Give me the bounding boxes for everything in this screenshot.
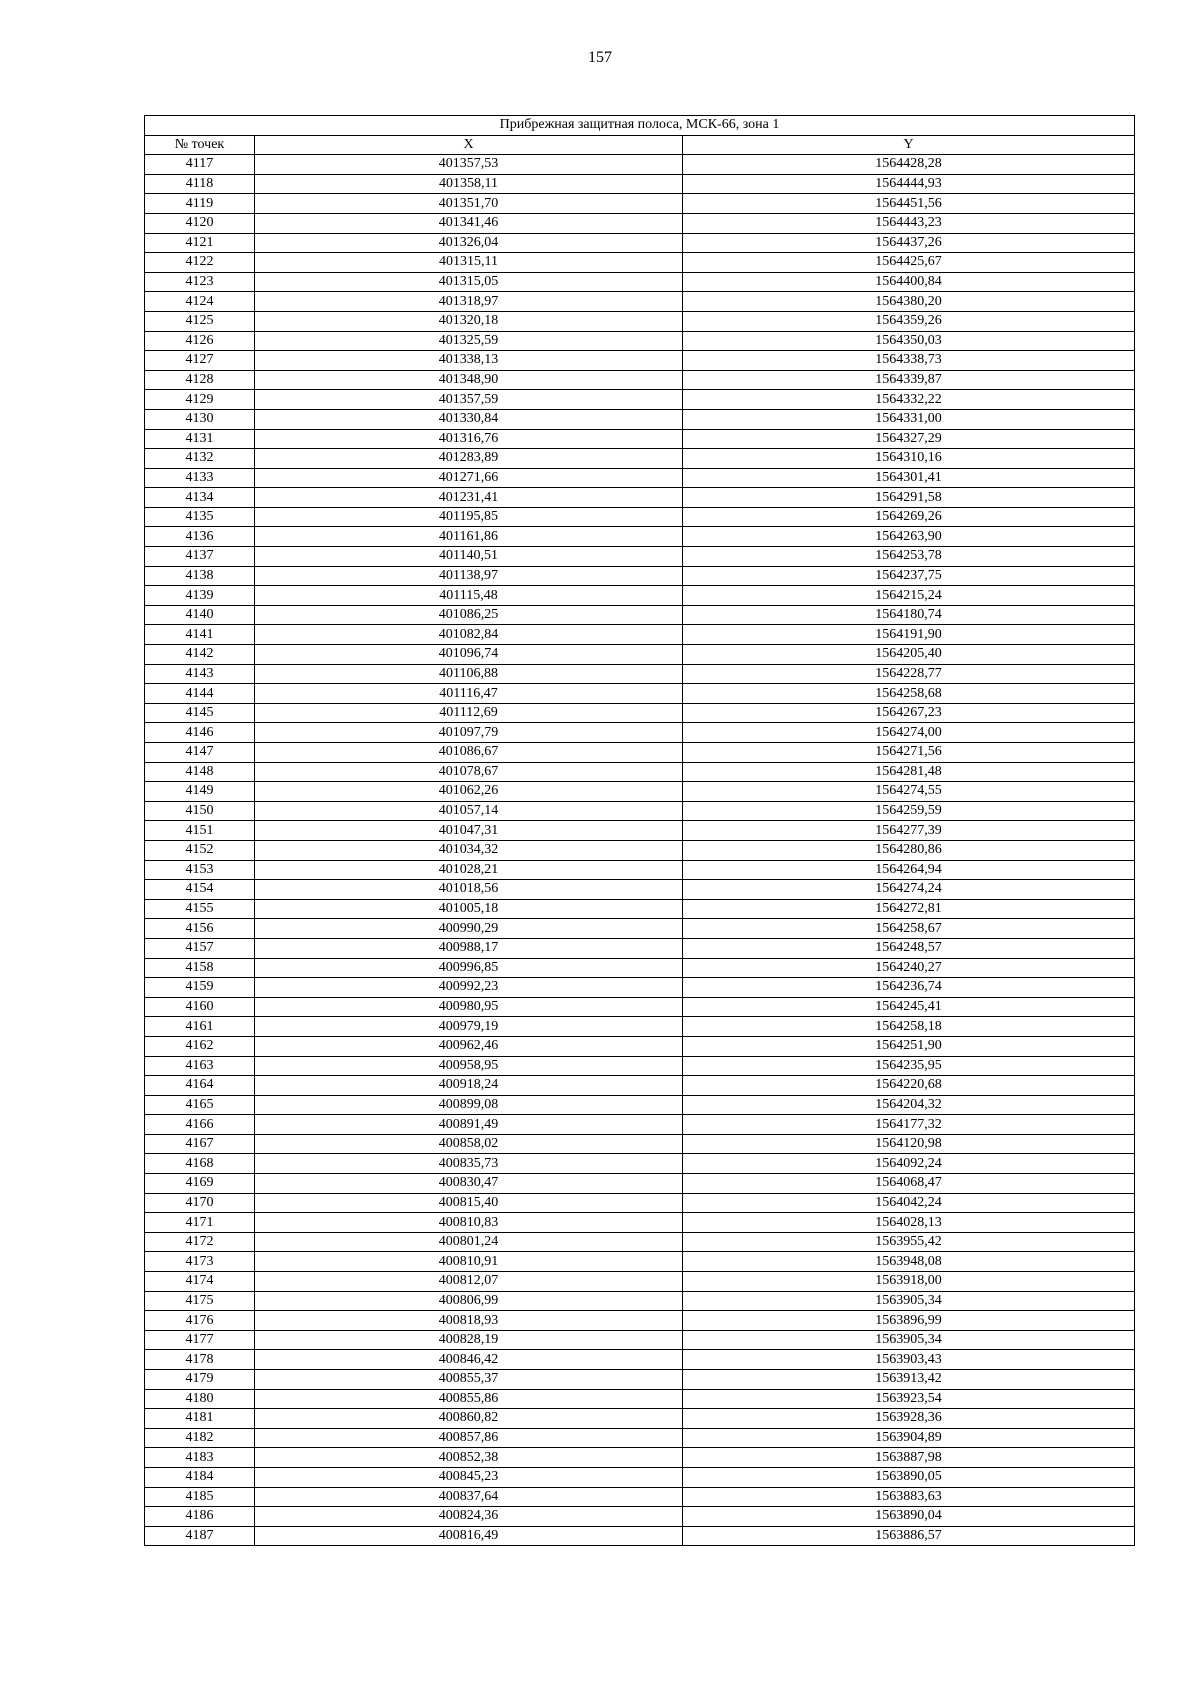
cell-point-number: 4151 [145,821,255,841]
cell-y: 1564263,90 [683,527,1135,547]
cell-x: 400980,95 [255,997,683,1017]
cell-point-number: 4153 [145,860,255,880]
cell-point-number: 4122 [145,253,255,273]
cell-x: 401096,74 [255,645,683,665]
table-row [145,880,1135,900]
cell-point-number: 4167 [145,1134,255,1154]
cell-x: 400857,86 [255,1428,683,1448]
table-row [145,1036,1135,1056]
cell-x: 401086,25 [255,605,683,625]
cell-point-number: 4177 [145,1330,255,1350]
cell-y: 1564272,81 [683,899,1135,919]
cell-point-number: 4144 [145,684,255,704]
cell-point-number: 4123 [145,272,255,292]
cell-point-number: 4141 [145,625,255,645]
cell-x: 400845,23 [255,1467,683,1487]
cell-x: 401271,66 [255,468,683,488]
cell-x: 401082,84 [255,625,683,645]
cell-point-number: 4132 [145,449,255,469]
cell-point-number: 4173 [145,1252,255,1272]
table-title-row [145,116,1135,136]
table-row [145,703,1135,723]
table-row [145,311,1135,331]
cell-y: 1564068,47 [683,1174,1135,1194]
cell-y: 1564437,26 [683,233,1135,253]
cell-point-number: 4143 [145,664,255,684]
cell-point-number: 4161 [145,1017,255,1037]
cell-x: 401315,05 [255,272,683,292]
cell-y: 1564443,23 [683,213,1135,233]
cell-y: 1564400,84 [683,272,1135,292]
cell-point-number: 4127 [145,351,255,371]
cell-x: 400891,49 [255,1115,683,1135]
table-row [145,566,1135,586]
table-row [145,213,1135,233]
cell-point-number: 4185 [145,1487,255,1507]
cell-x: 400990,29 [255,919,683,939]
cell-y: 1564259,59 [683,801,1135,821]
table-row [145,1487,1135,1507]
cell-x: 401140,51 [255,547,683,567]
cell-x: 401005,18 [255,899,683,919]
cell-x: 401338,13 [255,351,683,371]
cell-x: 401161,86 [255,527,683,547]
table-row [145,1291,1135,1311]
cell-y: 1564274,00 [683,723,1135,743]
cell-x: 401057,14 [255,801,683,821]
table-row [145,1076,1135,1096]
cell-y: 1564451,56 [683,194,1135,214]
cell-x: 401326,04 [255,233,683,253]
cell-x: 401034,32 [255,840,683,860]
table-row [145,723,1135,743]
cell-y: 1564359,26 [683,311,1135,331]
cell-x: 400860,82 [255,1409,683,1429]
cell-y: 1563955,42 [683,1232,1135,1252]
cell-point-number: 4187 [145,1526,255,1546]
cell-y: 1563890,04 [683,1507,1135,1527]
cell-x: 400810,83 [255,1213,683,1233]
cell-y: 1564274,24 [683,880,1135,900]
cell-point-number: 4121 [145,233,255,253]
cell-y: 1564380,20 [683,292,1135,312]
table-row [145,1095,1135,1115]
table-row [145,605,1135,625]
table-row [145,468,1135,488]
cell-point-number: 4184 [145,1467,255,1487]
table-row [145,155,1135,175]
table-row [145,1428,1135,1448]
cell-x: 401062,26 [255,782,683,802]
cell-y: 1564269,26 [683,507,1135,527]
cell-point-number: 4180 [145,1389,255,1409]
cell-y: 1564235,95 [683,1056,1135,1076]
cell-x: 400846,42 [255,1350,683,1370]
table-row [145,1507,1135,1527]
cell-y: 1564092,24 [683,1154,1135,1174]
cell-x: 401316,76 [255,429,683,449]
cell-x: 401138,97 [255,566,683,586]
cell-y: 1564240,27 [683,958,1135,978]
cell-x: 401357,53 [255,155,683,175]
cell-x: 400992,23 [255,978,683,998]
cell-x: 401231,41 [255,488,683,508]
cell-x: 401357,59 [255,390,683,410]
table-row [145,625,1135,645]
table-row [145,1389,1135,1409]
cell-point-number: 4182 [145,1428,255,1448]
cell-x: 400855,86 [255,1389,683,1409]
table-row [145,840,1135,860]
cell-point-number: 4147 [145,743,255,763]
cell-x: 401112,69 [255,703,683,723]
table-row [145,1311,1135,1331]
cell-point-number: 4118 [145,174,255,194]
cell-x: 400899,08 [255,1095,683,1115]
cell-x: 400858,02 [255,1134,683,1154]
cell-x: 401320,18 [255,311,683,331]
cell-y: 1564281,48 [683,762,1135,782]
cell-point-number: 4152 [145,840,255,860]
cell-x: 401086,67 [255,743,683,763]
cell-x: 401315,11 [255,253,683,273]
cell-y: 1564301,41 [683,468,1135,488]
table-row [145,645,1135,665]
cell-y: 1563905,34 [683,1330,1135,1350]
cell-point-number: 4166 [145,1115,255,1135]
table-row [145,174,1135,194]
table-row [145,547,1135,567]
table-row [145,899,1135,919]
cell-point-number: 4139 [145,586,255,606]
cell-y: 1564428,28 [683,155,1135,175]
cell-point-number: 4165 [145,1095,255,1115]
cell-x: 400852,38 [255,1448,683,1468]
cell-y: 1564248,57 [683,938,1135,958]
cell-y: 1564444,93 [683,174,1135,194]
cell-point-number: 4137 [145,547,255,567]
cell-y: 1563928,36 [683,1409,1135,1429]
page-number: 157 [588,49,612,66]
cell-point-number: 4160 [145,997,255,1017]
cell-y: 1564191,90 [683,625,1135,645]
cell-point-number: 4175 [145,1291,255,1311]
table-body [145,155,1135,1546]
cell-y: 1564338,73 [683,351,1135,371]
cell-y: 1564271,56 [683,743,1135,763]
cell-x: 401341,46 [255,213,683,233]
table-row [145,762,1135,782]
cell-point-number: 4126 [145,331,255,351]
cell-x: 401283,89 [255,449,683,469]
column-header-x: X [255,135,683,155]
cell-y: 1564177,32 [683,1115,1135,1135]
cell-x: 401047,31 [255,821,683,841]
cell-x: 400801,24 [255,1232,683,1252]
table-row [145,1115,1135,1135]
cell-y: 1564310,16 [683,449,1135,469]
cell-y: 1564350,03 [683,331,1135,351]
cell-y: 1564277,39 [683,821,1135,841]
cell-y: 1564228,77 [683,664,1135,684]
cell-y: 1564327,29 [683,429,1135,449]
table-row [145,782,1135,802]
cell-point-number: 4119 [145,194,255,214]
table-row [145,1017,1135,1037]
cell-point-number: 4157 [145,938,255,958]
cell-point-number: 4120 [145,213,255,233]
column-header-point-number: № точек [145,135,255,155]
cell-y: 1564291,58 [683,488,1135,508]
cell-point-number: 4128 [145,370,255,390]
cell-y: 1564245,41 [683,997,1135,1017]
cell-point-number: 4133 [145,468,255,488]
table-row [145,938,1135,958]
cell-x: 400979,19 [255,1017,683,1037]
cell-y: 1564332,22 [683,390,1135,410]
cell-point-number: 4181 [145,1409,255,1429]
cell-y: 1563905,34 [683,1291,1135,1311]
cell-x: 400815,40 [255,1193,683,1213]
cell-y: 1563890,05 [683,1467,1135,1487]
cell-point-number: 4131 [145,429,255,449]
cell-point-number: 4142 [145,645,255,665]
table-row [145,233,1135,253]
cell-point-number: 4164 [145,1076,255,1096]
cell-x: 401018,56 [255,880,683,900]
cell-x: 400824,36 [255,1507,683,1527]
cell-y: 1564274,55 [683,782,1135,802]
table-row [145,1252,1135,1272]
cell-point-number: 4130 [145,409,255,429]
cell-point-number: 4140 [145,605,255,625]
cell-y: 1564253,78 [683,547,1135,567]
cell-point-number: 4135 [145,507,255,527]
cell-y: 1564264,94 [683,860,1135,880]
cell-y: 1563903,43 [683,1350,1135,1370]
table-row [145,1350,1135,1370]
cell-point-number: 4148 [145,762,255,782]
table-row [145,919,1135,939]
cell-point-number: 4149 [145,782,255,802]
table-row [145,1467,1135,1487]
cell-y: 1564205,40 [683,645,1135,665]
cell-x: 400958,95 [255,1056,683,1076]
cell-y: 1564280,86 [683,840,1135,860]
table-row [145,664,1135,684]
table-row [145,586,1135,606]
cell-x: 400810,91 [255,1252,683,1272]
cell-point-number: 4136 [145,527,255,547]
cell-x: 400835,73 [255,1154,683,1174]
cell-point-number: 4178 [145,1350,255,1370]
cell-x: 401325,59 [255,331,683,351]
cell-y: 1564258,68 [683,684,1135,704]
table-row [145,253,1135,273]
cell-x: 400837,64 [255,1487,683,1507]
cell-x: 400806,99 [255,1291,683,1311]
table-row [145,997,1135,1017]
cell-point-number: 4154 [145,880,255,900]
cell-x: 401318,97 [255,292,683,312]
table-title: Прибрежная защитная полоса, МСК-66, зона 1 [145,116,1135,136]
table-row [145,507,1135,527]
cell-point-number: 4138 [145,566,255,586]
cell-point-number: 4155 [145,899,255,919]
cell-y: 1564204,32 [683,1095,1135,1115]
cell-y: 1563913,42 [683,1370,1135,1390]
cell-x: 401351,70 [255,194,683,214]
table-row [145,194,1135,214]
cell-x: 401348,90 [255,370,683,390]
cell-y: 1564339,87 [683,370,1135,390]
table-row [145,1448,1135,1468]
cell-x: 401358,11 [255,174,683,194]
cell-x: 400855,37 [255,1370,683,1390]
cell-point-number: 4163 [145,1056,255,1076]
cell-x: 400812,07 [255,1272,683,1292]
cell-y: 1563923,54 [683,1389,1135,1409]
cell-y: 1564237,75 [683,566,1135,586]
table-row [145,409,1135,429]
table-header-row [145,135,1135,155]
cell-point-number: 4186 [145,1507,255,1527]
cell-point-number: 4129 [145,390,255,410]
cell-x: 400830,47 [255,1174,683,1194]
cell-y: 1563904,89 [683,1428,1135,1448]
table-row [145,1526,1135,1546]
table-row [145,801,1135,821]
table-row [145,1193,1135,1213]
cell-y: 1564258,67 [683,919,1135,939]
cell-point-number: 4146 [145,723,255,743]
table-row [145,1232,1135,1252]
cell-y: 1563886,57 [683,1526,1135,1546]
cell-y: 1564251,90 [683,1036,1135,1056]
coordinates-table [144,115,1135,1546]
cell-y: 1564220,68 [683,1076,1135,1096]
cell-point-number: 4169 [145,1174,255,1194]
cell-point-number: 4179 [145,1370,255,1390]
table-row [145,1056,1135,1076]
cell-point-number: 4156 [145,919,255,939]
table-row [145,978,1135,998]
cell-x: 400828,19 [255,1330,683,1350]
cell-point-number: 4134 [145,488,255,508]
cell-point-number: 4150 [145,801,255,821]
table-row [145,351,1135,371]
cell-y: 1563948,08 [683,1252,1135,1272]
table-row [145,1174,1135,1194]
cell-x: 401116,47 [255,684,683,704]
cell-y: 1564120,98 [683,1134,1135,1154]
table-row [145,958,1135,978]
cell-y: 1564331,00 [683,409,1135,429]
cell-point-number: 4171 [145,1213,255,1233]
table-row [145,1154,1135,1174]
cell-x: 401106,88 [255,664,683,684]
table-row [145,1330,1135,1350]
cell-point-number: 4125 [145,311,255,331]
cell-x: 400816,49 [255,1526,683,1546]
table-row [145,1134,1135,1154]
cell-x: 400918,24 [255,1076,683,1096]
cell-x: 400818,93 [255,1311,683,1331]
cell-x: 400988,17 [255,938,683,958]
cell-x: 400996,85 [255,958,683,978]
cell-x: 401097,79 [255,723,683,743]
table-row [145,272,1135,292]
cell-x: 401078,67 [255,762,683,782]
table-row [145,292,1135,312]
table-row [145,860,1135,880]
table-row [145,821,1135,841]
cell-point-number: 4158 [145,958,255,978]
cell-x: 400962,46 [255,1036,683,1056]
cell-x: 401028,21 [255,860,683,880]
cell-point-number: 4183 [145,1448,255,1468]
cell-point-number: 4172 [145,1232,255,1252]
cell-x: 401195,85 [255,507,683,527]
cell-y: 1564028,13 [683,1213,1135,1233]
cell-point-number: 4159 [145,978,255,998]
table-row [145,331,1135,351]
table-row [145,390,1135,410]
table-row [145,449,1135,469]
cell-y: 1564258,18 [683,1017,1135,1037]
cell-y: 1563918,00 [683,1272,1135,1292]
cell-x: 401115,48 [255,586,683,606]
cell-point-number: 4145 [145,703,255,723]
table-row [145,1272,1135,1292]
cell-y: 1563887,98 [683,1448,1135,1468]
table-row [145,1409,1135,1429]
cell-point-number: 4168 [145,1154,255,1174]
cell-y: 1564042,24 [683,1193,1135,1213]
cell-point-number: 4176 [145,1311,255,1331]
cell-y: 1563896,99 [683,1311,1135,1331]
cell-y: 1564267,23 [683,703,1135,723]
cell-point-number: 4162 [145,1036,255,1056]
column-header-y: Y [683,135,1135,155]
table-row [145,429,1135,449]
cell-y: 1564425,67 [683,253,1135,273]
cell-point-number: 4124 [145,292,255,312]
table-row [145,488,1135,508]
table-row [145,370,1135,390]
table-row [145,684,1135,704]
cell-y: 1564180,74 [683,605,1135,625]
cell-y: 1563883,63 [683,1487,1135,1507]
cell-point-number: 4174 [145,1272,255,1292]
table-row [145,743,1135,763]
cell-point-number: 4117 [145,155,255,175]
cell-y: 1564236,74 [683,978,1135,998]
table-row [145,527,1135,547]
table-row [145,1213,1135,1233]
cell-point-number: 4170 [145,1193,255,1213]
cell-y: 1564215,24 [683,586,1135,606]
table-row [145,1370,1135,1390]
cell-x: 401330,84 [255,409,683,429]
